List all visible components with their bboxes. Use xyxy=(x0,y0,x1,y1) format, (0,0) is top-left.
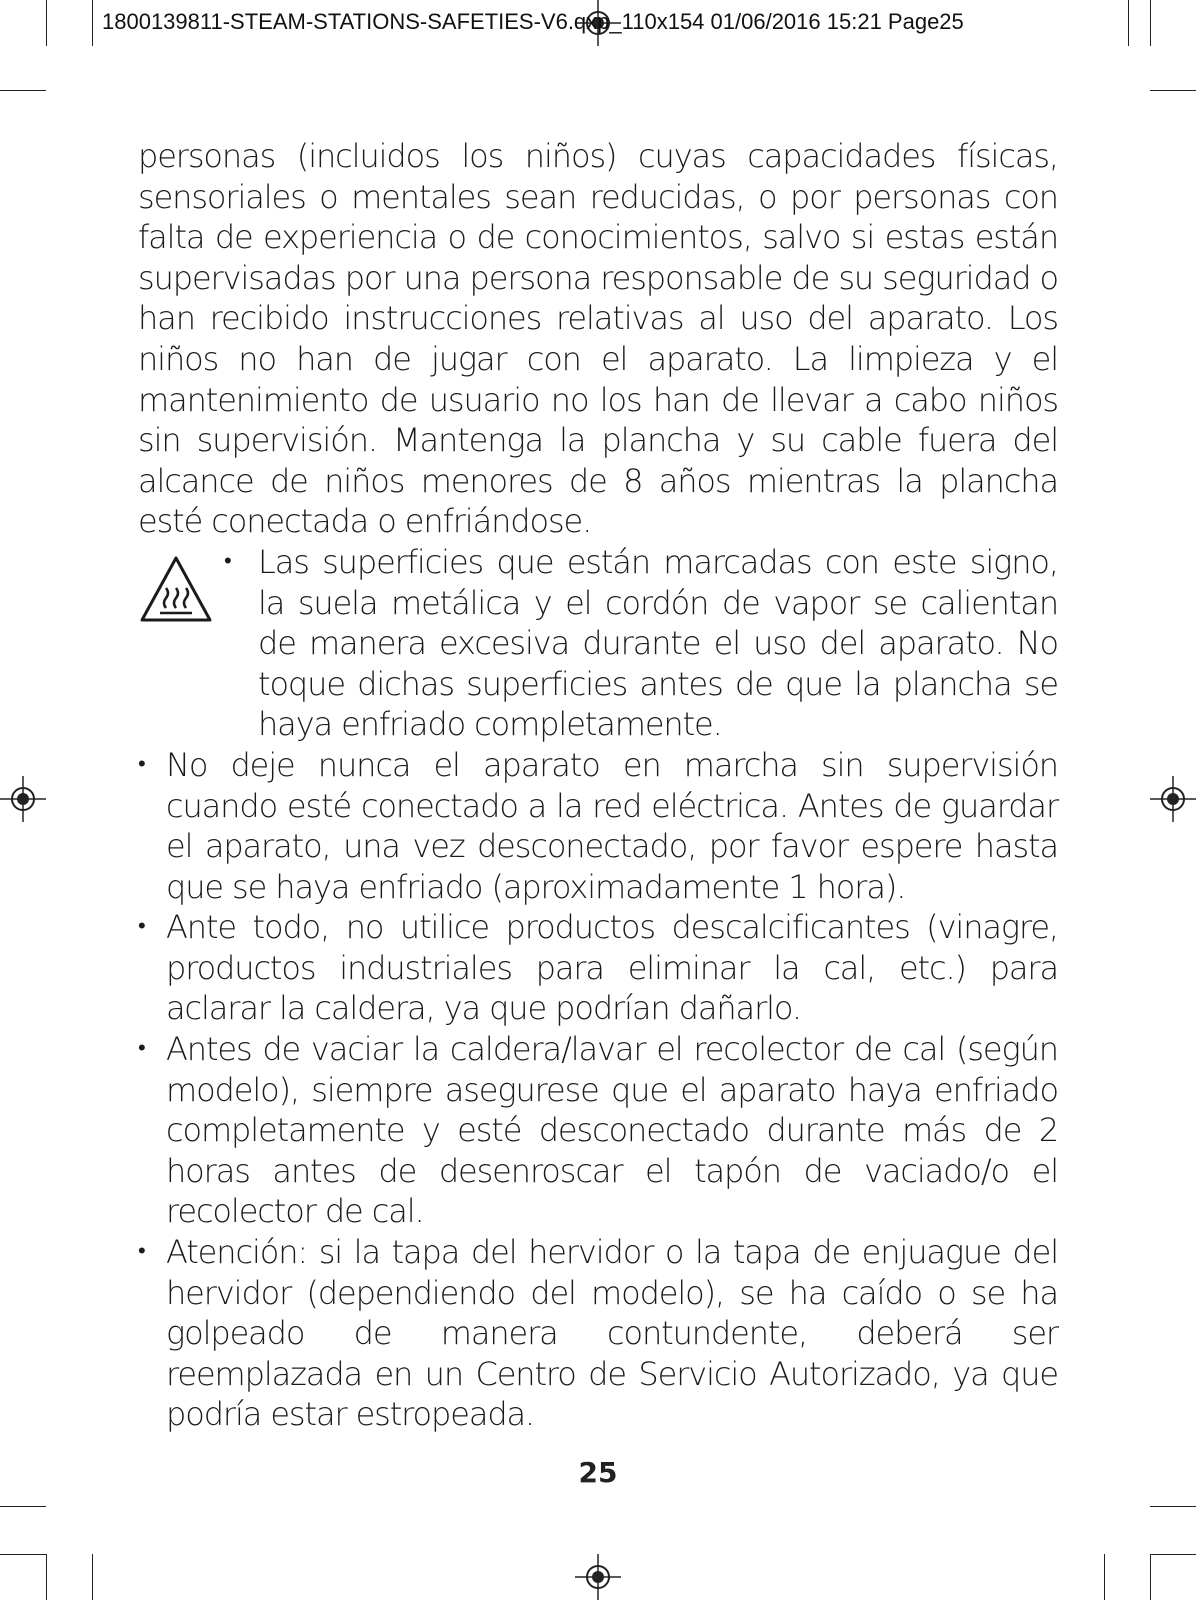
bullet-dot: • xyxy=(138,914,145,940)
list-item-text: Antes de vaciar la caldera/lavar el recolector de cal (según modelo), siempre asegurese que el aparato haya enfriado completamente y esté desconectado durante más de 2 horas antes de desenroscar el tapón de vaciado/o el recolector de cal. xyxy=(166,1030,1058,1231)
crop-mark xyxy=(1150,90,1196,91)
print-slug-header: 1800139811-STEAM-STATIONS-SAFETIES-V6.qxp_110x154 01/06/2016 15:21 Page25 xyxy=(102,9,964,34)
registration-mark-icon xyxy=(575,1554,621,1600)
registration-mark-icon xyxy=(0,776,46,822)
page-number: 25 xyxy=(578,1456,618,1489)
crop-mark xyxy=(92,1554,93,1600)
crop-mark xyxy=(92,0,93,46)
crop-mark xyxy=(1150,1506,1196,1507)
list-item xyxy=(138,1029,1058,1232)
crop-mark xyxy=(1150,0,1151,46)
bullet-dot: • xyxy=(138,751,145,777)
list-item-text: No deje nunca el aparato en marcha sin supervisión cuando esté conectado a la red eléctrica. Antes de guardar el aparato, una vez desconectado, por favor espere hasta que se haya enfriado (aproximadamente 1 hora). xyxy=(166,745,1058,906)
hot-surface-warning-text: Las superficies que están marcadas con este signo, la suela metálica y el cordón de vapor se calientan de manera excesiva durante el uso del aparato. No toque dichas superficies antes de que la plancha se haya enfriado completamente. xyxy=(258,542,1058,744)
intro-paragraph: personas (incluidos los niños) cuyas capacidades físicas, sensoriales o mentales sean reducidas, o por personas con falta de experiencia o de conocimientos, salvo si estas están supervisadas por una persona responsable de su seguridad o han recibido instrucciones relativas al uso del aparato. Los niños no han de jugar con el aparato. La limpieza y el mantenimiento de usuario no los han de llevar a cabo niños sin supervisión. Mantenga la plancha y su cable fuera del alcance de niños menores de 8 años mientras la plancha esté conectada o enfriándose. xyxy=(138,137,1058,541)
page-content xyxy=(138,136,1058,1435)
list-item xyxy=(138,1232,1058,1435)
hot-surface-warning xyxy=(138,542,1058,745)
list-item-text: Atención: si la tapa del hervidor o la tapa de enjuague del hervidor (dependiendo del modelo), se ha caído o se ha golpeado de manera contundente, deberá ser reemplazada en un Centro de Servicio Autorizado, ya que podría estar estropeada. xyxy=(166,1233,1058,1434)
crop-mark xyxy=(1150,1554,1196,1555)
crop-mark xyxy=(1104,1554,1105,1600)
crop-mark xyxy=(46,0,47,46)
crop-mark xyxy=(46,1554,47,1600)
bullet-dot: • xyxy=(224,548,231,574)
crop-mark xyxy=(0,90,46,91)
crop-mark xyxy=(0,1506,46,1507)
list-item xyxy=(138,745,1058,907)
bullet-dot: • xyxy=(138,1036,145,1062)
bullet-dot: • xyxy=(138,1239,145,1265)
crop-mark xyxy=(0,1554,46,1555)
registration-mark-icon xyxy=(1150,776,1196,822)
list-item-text: Ante todo, no utilice productos descalcificantes (vinagre, productos industriales para eliminar la cal, etc.) para aclarar la caldera, ya que podrían dañarlo. xyxy=(166,908,1058,1028)
hot-surface-warning-icon xyxy=(138,554,214,626)
list-item xyxy=(138,907,1058,1029)
crop-mark xyxy=(1150,1554,1151,1600)
